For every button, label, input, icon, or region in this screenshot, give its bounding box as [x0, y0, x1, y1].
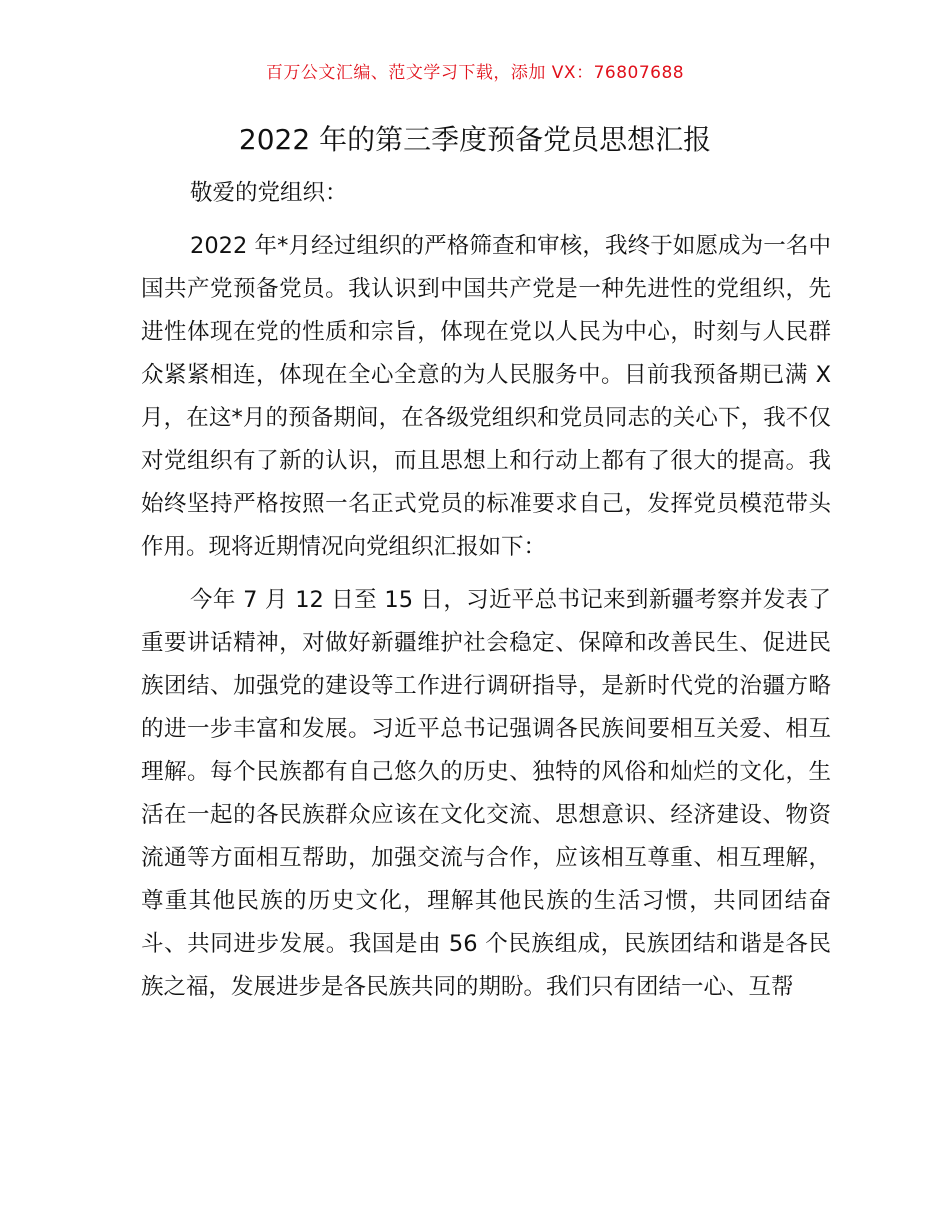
paragraph: 2022 年*月经过组织的严格筛查和审核，我终于如愿成为一名中国共产党预备党员。我认识到中国共产党是一种先进性的党组织，先进性体现在党的性质和宗旨，体现在党以人民为中心，时刻与人民群众紧紧相连，体现在全心全意的为人民服务中。目前我预备期已满 X 月，在这*月的预备期间，在各级党组织和党员同志的关心下，我不仅对党组织有了新的认识，而且思想上和行动上都有了很大的提高。我始终坚持严格按照一名正式党员的标准要求自己，发挥党员模范带头作用。现将近期情况向党组织汇报如下：: [141, 233, 831, 560]
paragraph: 今年 7 月 12 日至 15 日，习近平总书记来到新疆考察并发表了重要讲话精神，对做好新疆维护社会稳定、保障和改善民生、促进民族团结、加强党的建设等工作进行调研指导，是新时代党的治疆方略的进一步丰富和发展。习近平总书记强调各民族间要相互关爱、相互理解。每个民族都有自己悠久的历史、独特的风俗和灿烂的文化，生活在一起的各民族群众应该在文化交流、思想意识、经济建设、物资流通等方面相互帮助，加强交流与合作，应该相互尊重、相互理解，尊重其他民族的历史文化，理解其他民族的生活习惯，共同团结奋斗、共同进步发展。我国是由 56 个民族组成，民族团结和谐是各民族之福，发展进步是各民族共同的期盼。我们只有团结一心、互帮: [141, 587, 831, 1000]
page-title: 2022 年的第三季度预备党员思想汇报: [238, 123, 712, 156]
document-body: [141, 172, 831, 1009]
header-note: 百万公文汇编、范文学习下载，添加 VX：76807688: [265, 63, 685, 83]
salutation: 敬爱的党组织：: [190, 180, 348, 206]
